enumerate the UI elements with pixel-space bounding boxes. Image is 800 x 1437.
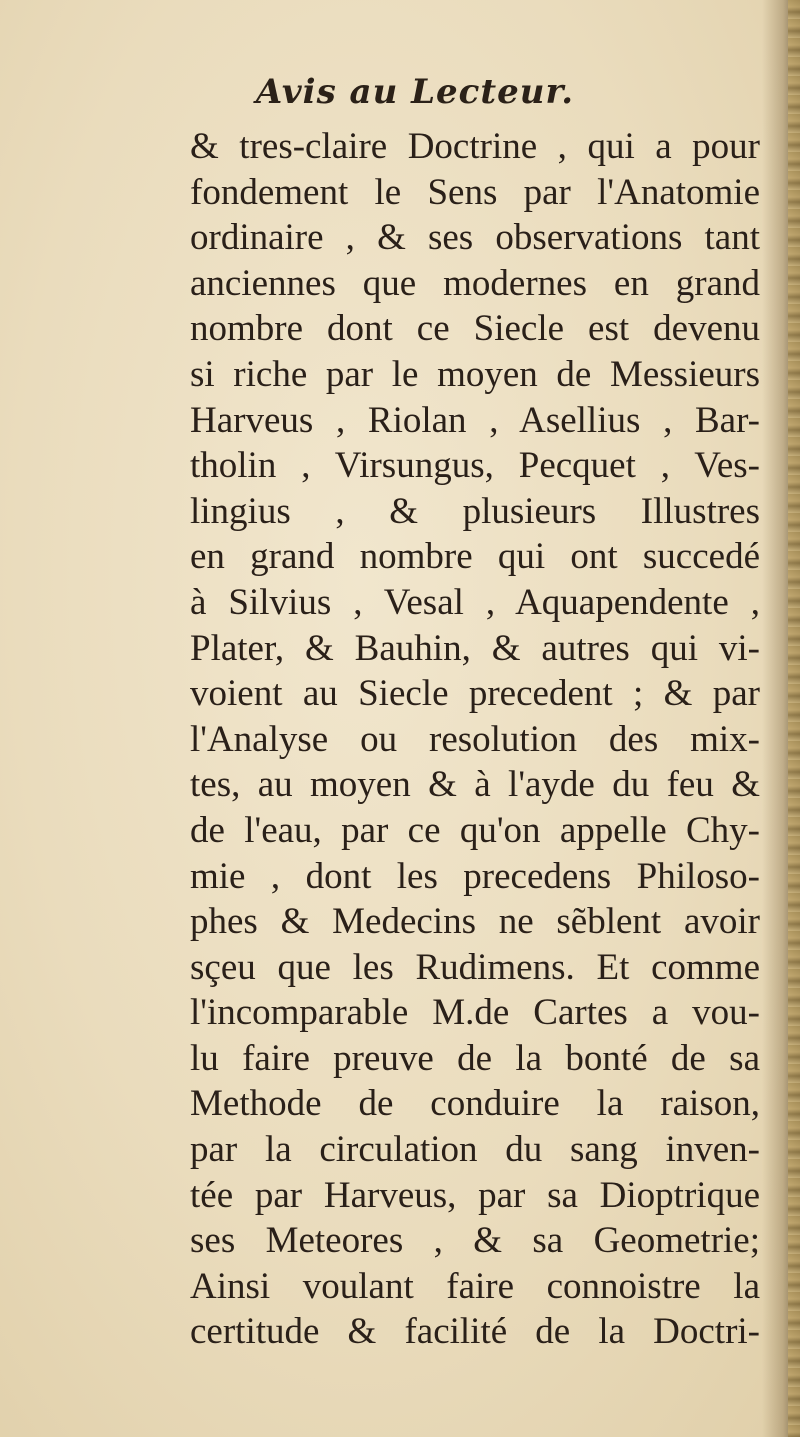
text-line: anciennes que modernes en grand bbox=[190, 262, 760, 304]
text-line: Harveus , Riolan , Asellius , Bar- bbox=[190, 399, 760, 441]
text-line: lingius , & plusieurs Illustres bbox=[190, 490, 760, 532]
text-line: par la circulation du sang inven- bbox=[190, 1129, 760, 1171]
text-line: tée par Harveus, par sa Dioptrique bbox=[190, 1174, 760, 1216]
page-edge bbox=[788, 0, 800, 1437]
text-line: lu faire preuve de la bonté de sa bbox=[190, 1037, 760, 1079]
text-line: certitude & facilité de la Doctri- bbox=[190, 1311, 760, 1353]
text-line: si riche par le moyen de Messieurs bbox=[190, 353, 760, 395]
text-line: Plater, & Bauhin, & autres qui vi- bbox=[190, 627, 760, 669]
text-line: à Silvius , Vesal , Aquapendente , bbox=[190, 581, 760, 623]
text-line: tholin , Virsungus, Pecquet , Ves- bbox=[190, 445, 760, 487]
text-line: tes, au moyen & à l'ayde du feu & bbox=[190, 764, 760, 806]
body-text bbox=[190, 124, 760, 1355]
text-line: phes & Medecins ne sẽblent avoir bbox=[190, 901, 760, 943]
text-line: mie , dont les precedens Philoso- bbox=[190, 855, 760, 897]
text-line: & tres-claire Doctrine , qui a pour bbox=[190, 126, 760, 167]
text-line: de l'eau, par ce qu'on appelle Chy- bbox=[190, 809, 760, 851]
running-head: Avis au Lecteur. bbox=[255, 72, 575, 112]
text-line: fondement le Sens par l'Anatomie bbox=[190, 171, 760, 213]
text-line: l'Analyse ou resolution des mix- bbox=[190, 718, 760, 760]
text-line: l'incomparable M.de Cartes a vou- bbox=[190, 992, 760, 1034]
text-line: Ainsi voulant faire connoistre la bbox=[190, 1265, 760, 1307]
text-line: sçeu que les Rudimens. Et comme bbox=[190, 946, 760, 988]
text-line: Methode de conduire la raison, bbox=[190, 1083, 760, 1125]
text-line: ordinaire , & ses observations tant bbox=[190, 217, 760, 259]
text-line: voient au Siecle precedent ; & par bbox=[190, 673, 760, 715]
text-line: ses Meteores , & sa Geometrie; bbox=[190, 1220, 760, 1262]
text-line: nombre dont ce Siecle est devenu bbox=[190, 308, 760, 350]
text-line: en grand nombre qui ont succedé bbox=[190, 536, 760, 578]
